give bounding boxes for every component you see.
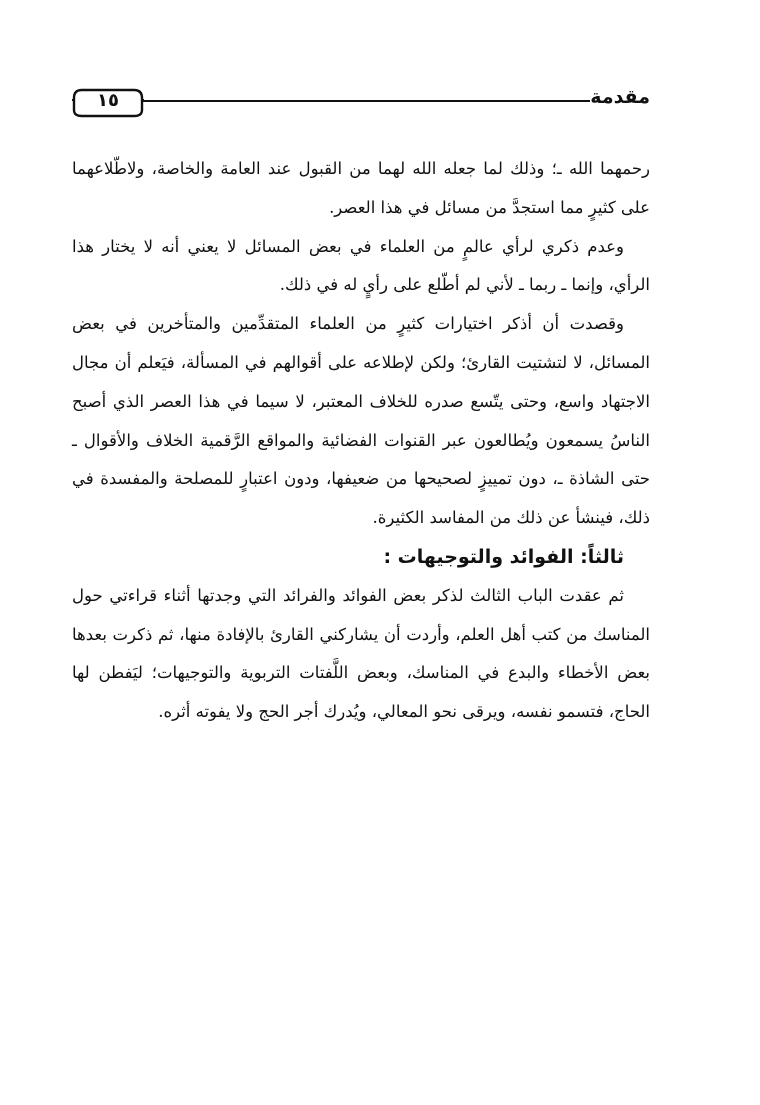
main-text [72, 150, 650, 732]
page-number-frame [72, 86, 144, 116]
page-number: ١٥ [97, 90, 119, 111]
paragraph: ثم عقدت الباب الثالث لذكر بعض الفوائد والفرائد التي وجدتها أثناء قراءتي حول المناسك من كتب أهل العلم، وأردت أن يشاركني القارئ بالإفادة منها، ثم ذكرت بعدها بعض الأخطاء والبدع في المناسك، وبعض اللَّفتات التربوية والتوجيهات؛ ليَفطن لها الحاج، فتسمو نفسه، ويرقى نحو المعالي، ويُدرك أجر الحج ولا يفوته أثره. [72, 585, 650, 722]
paragraph: وقصدت أن أذكر اختيارات كثيرٍ من العلماء المتقدِّمين والمتأخرين في بعض المسائل، لا لتشتيت القارئ؛ ولكن لإطلاعه على أقوالهم في المسألة، فيَعلم أن مجال الاجتهاد واسع، وحتى يتّسع صدره للخلاف المعتبر، لا سيما في هذا العصر الذي أصبح الناسُ يسمعون ويُطالعون عبر القنوات الفضائية والمواقع الرَّقمية الخلاف والأقوال ـ حتى الشاذة ـ، دون تمييزٍ لصحيحها من ضعيفها، ودون اعتبارٍ للمصلحة والمفسدة في ذلك، فينشأ عن ذلك من المفاسد الكثيرة. [72, 314, 650, 528]
section-heading: ثالثاً: الفوائد والتوجيهات : [383, 545, 624, 568]
running-title: مقدمة [590, 86, 650, 108]
header-rule [142, 100, 590, 102]
paragraph: رحمهما الله ـ؛ وذلك لما جعله الله لهما من القبول عند العامة والخاصة، ولاطّلاعهما على كثيرٍ مما استجدَّ من مسائل في هذا العصر. [72, 159, 650, 217]
page-header [72, 80, 650, 126]
paragraph: وعدم ذكري لرأي عالمٍ من العلماء في بعض المسائل لا يعني أنه لا يختار هذا الرأي، وإنما ـ ربما ـ لأني لم أطّلع على رأيٍ له في ذلك. [72, 236, 650, 295]
